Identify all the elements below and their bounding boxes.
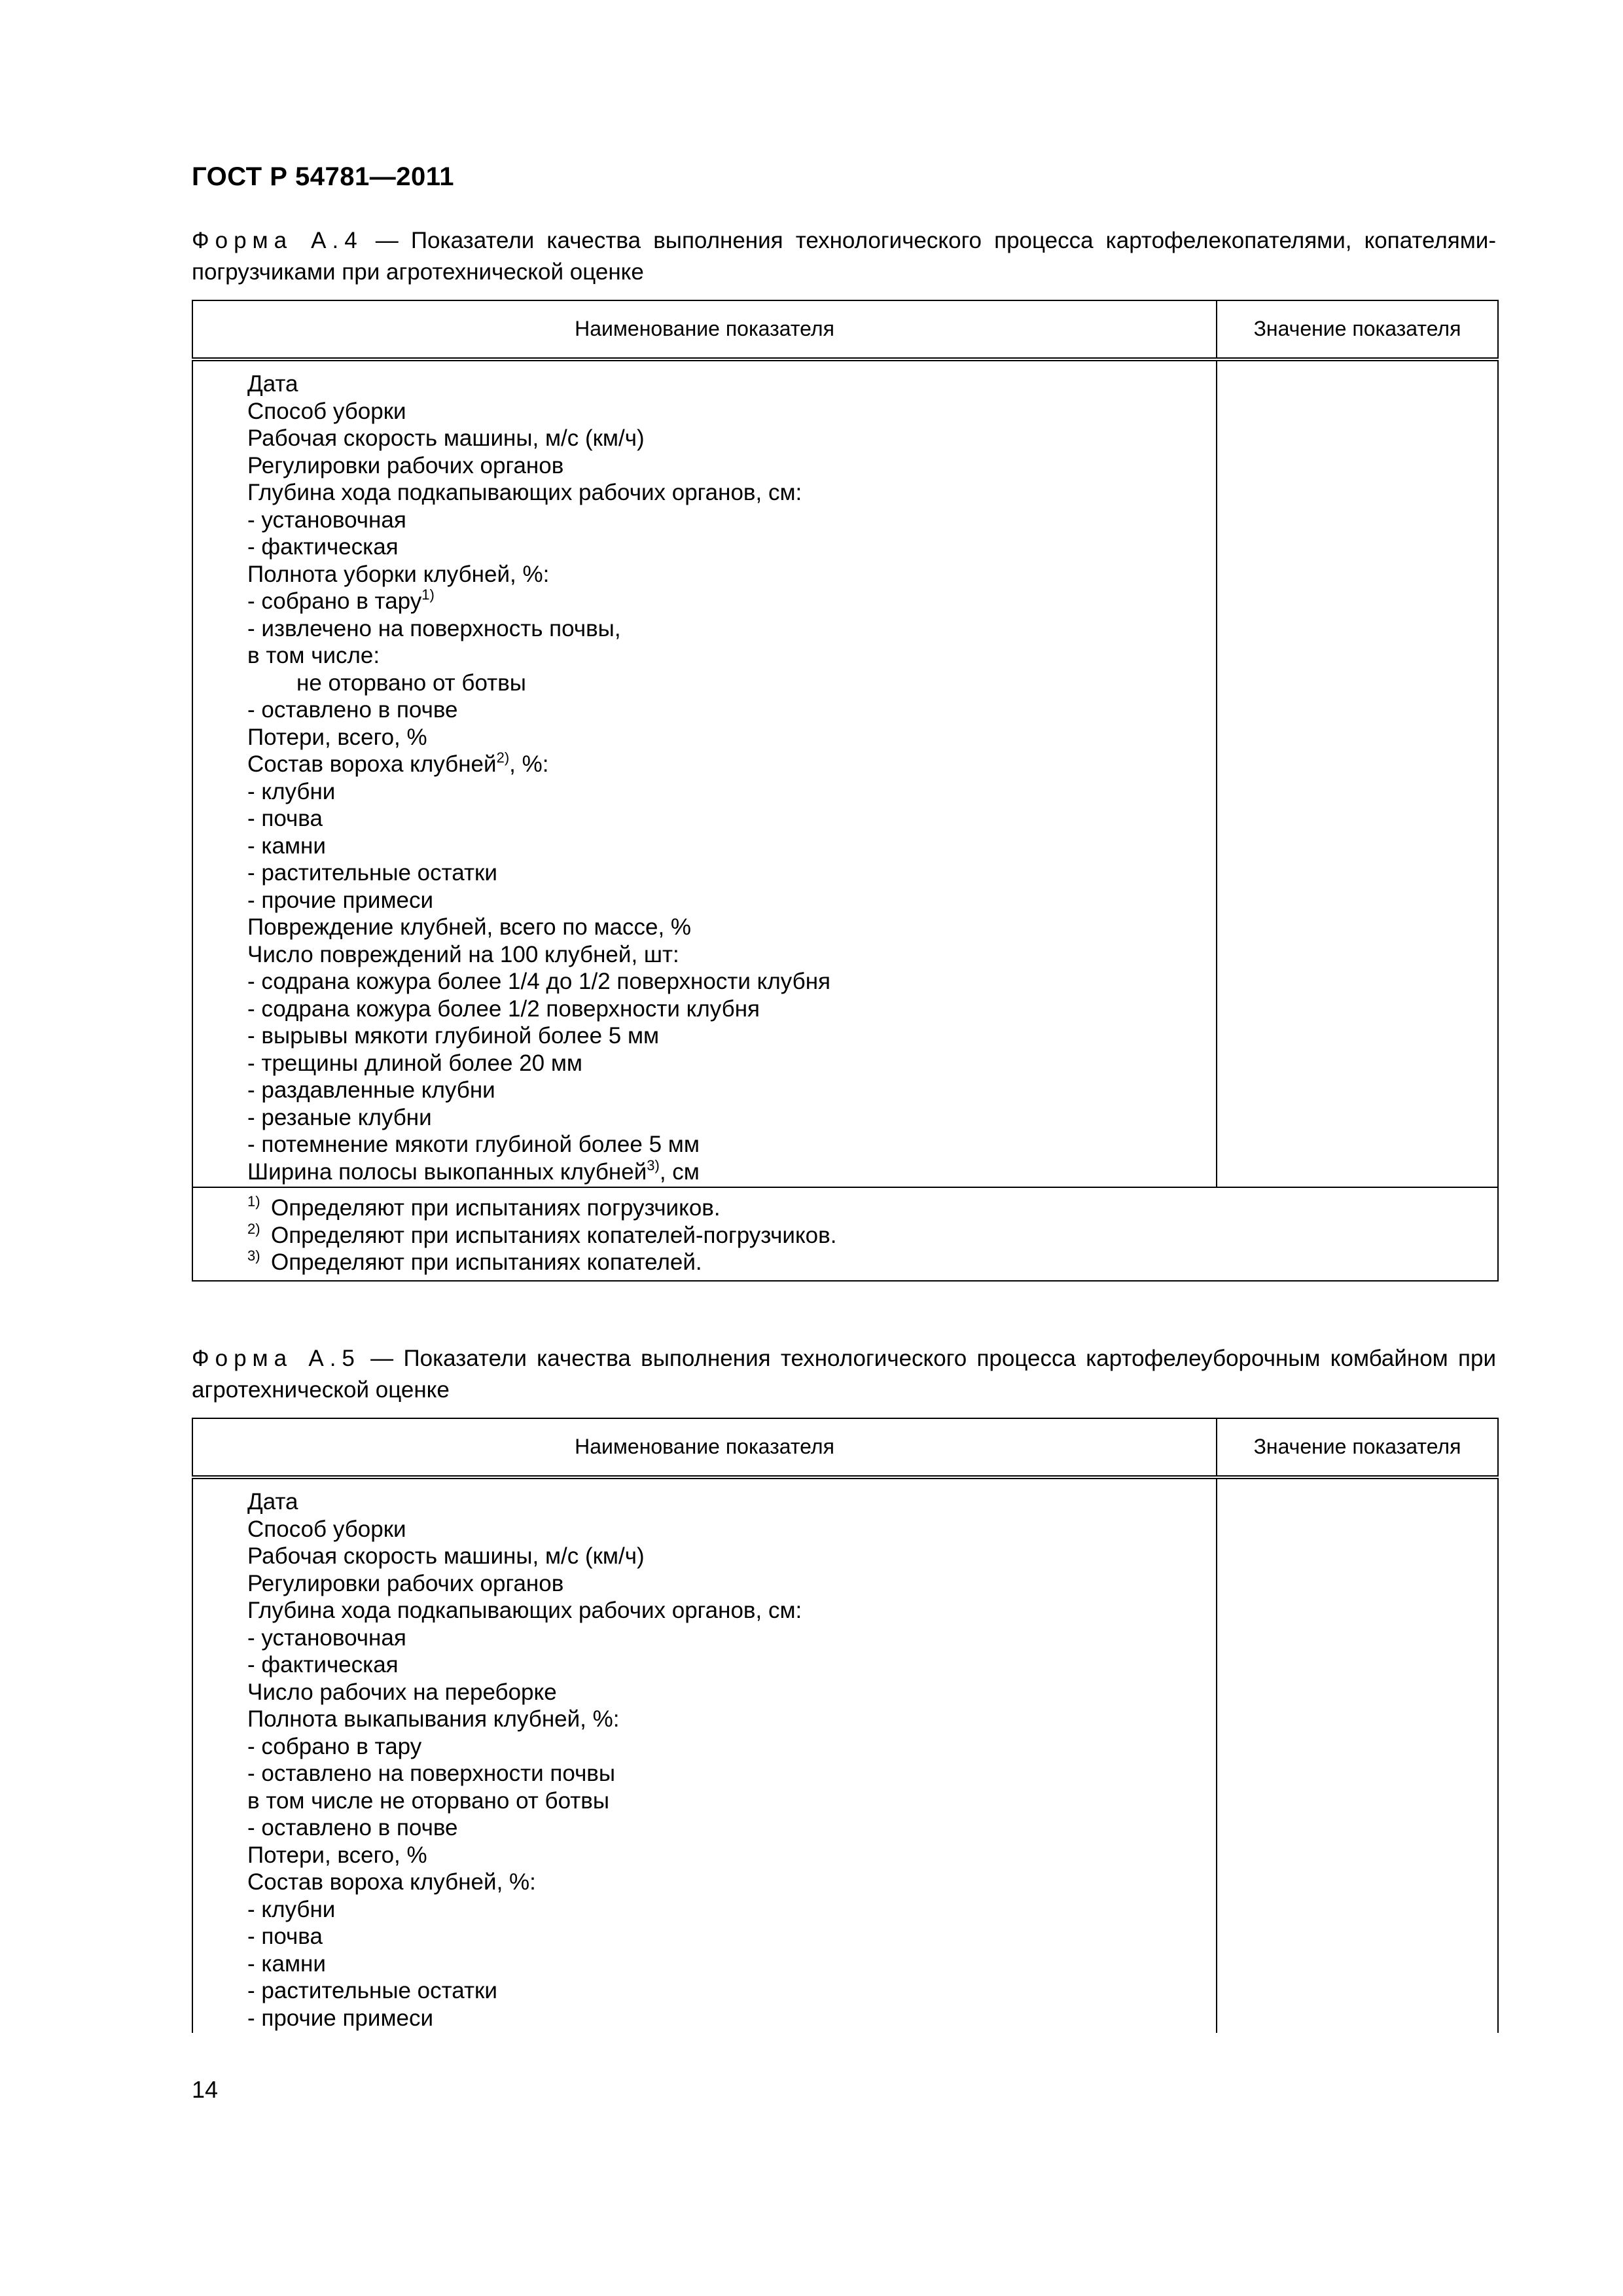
indicator-text: фактическая [261, 534, 399, 560]
indicator-text: Способ уборки [247, 398, 406, 424]
indicator-item [247, 778, 1216, 806]
indicator-item [247, 859, 1216, 887]
indicator-text: оставлено в почве [261, 697, 458, 723]
form-a4-footnotes [193, 1188, 1497, 1280]
indicator-text: клубни [261, 1896, 336, 1922]
indicator-text: Дата [247, 371, 298, 397]
indicator-text: установочная [261, 507, 406, 533]
indicator-item [247, 670, 1216, 697]
indicator-text: клубни [261, 778, 336, 804]
indicator-text: оставлено на поверхности почвы [261, 1761, 616, 1786]
indicator-text: Состав вороха клубней, %: [247, 1869, 536, 1895]
indicator-item [247, 425, 1216, 452]
indicator-item [247, 887, 1216, 914]
indicator-item [247, 724, 1216, 751]
indicator-unit: , см [659, 1158, 700, 1185]
indicator-text: собрано в тару [261, 1733, 422, 1759]
footnote-text: Определяют при испытаниях погрузчиков. [271, 1195, 721, 1221]
indicator-item [247, 1651, 1216, 1679]
indicator-text: Ширина полосы выкопанных клубней [247, 1158, 647, 1185]
indicator-item [247, 588, 1216, 615]
indicator-unit: , %: [509, 751, 549, 777]
indicator-text: содрана кожура более 1/2 поверхности клубня [261, 996, 760, 1022]
indicator-item [247, 1787, 1216, 1815]
form-a5-indicator-values[interactable] [1217, 1477, 1498, 2033]
indicator-text: собрано в тару [261, 588, 422, 614]
indicator-item [247, 696, 1216, 724]
footnote-text: Определяют при испытаниях копателей. [271, 1249, 702, 1275]
form-a5-indicators-row [192, 1477, 1498, 2033]
document-header: ГОСТ Р 54781—2011 [192, 162, 454, 191]
form-a4-caption-text: — Показатели качества выполнения технологического процесса картофелекопателями, копателями-погрузчиками при агротехнической оценке [192, 228, 1496, 285]
indicator-item [247, 1760, 1216, 1787]
form-a5-caption [192, 1343, 1496, 1406]
indicator-text: Способ уборки [247, 1516, 406, 1542]
indicator-item [247, 1624, 1216, 1652]
indicator-item [247, 914, 1216, 941]
indicator-item [247, 370, 1216, 398]
indicator-text: растительные остатки [261, 1978, 497, 2003]
indicator-item [247, 996, 1216, 1023]
indicator-item [247, 1814, 1216, 1842]
form-a4-indicator-names [192, 359, 1217, 1187]
indicator-item [247, 1597, 1216, 1624]
form-a5-caption-label: Форма А.5 [192, 1346, 361, 1371]
indicator-text: Полнота уборки клубней, %: [247, 561, 550, 587]
indicator-item [247, 751, 1216, 778]
indicator-item [247, 1679, 1216, 1706]
indicator-text: извлечено на поверхность почвы, [261, 615, 621, 641]
indicator-text: оставлено в почве [261, 1815, 458, 1840]
form-a5-indicator-names [192, 1477, 1217, 2033]
indicator-item [247, 833, 1216, 860]
indicator-text: Потери, всего, % [247, 1842, 427, 1868]
form-a5-col-value-header: Значение показателя [1217, 1418, 1498, 1477]
indicator-text: в том числе не оторвано от ботвы [247, 1787, 610, 1814]
indicator-text: в том числе: [247, 643, 380, 668]
form-a4-col-name-header: Наименование показателя [192, 300, 1217, 359]
indicator-text: Повреждение клубней, всего по массе, % [247, 914, 692, 940]
footnote: $^{2)}$ Определяют при испытаниях копателей-погрузчиков. [247, 1220, 837, 1248]
indicator-text: Рабочая скорость машины, м/с (км/ч) [247, 425, 645, 451]
indicator-item [247, 1950, 1216, 1978]
indicator-text: Состав вороха клубней [247, 751, 497, 777]
indicator-item [247, 1488, 1216, 1516]
indicator-text: резаные клубни [261, 1104, 432, 1130]
indicator-item [247, 1977, 1216, 2005]
indicator-text: содрана кожура более 1/4 до 1/2 поверхности клубня [261, 969, 830, 994]
indicator-text: камни [261, 833, 326, 859]
indicator-item [247, 1104, 1216, 1132]
indicator-text: Глубина хода подкапывающих рабочих органов, см: [247, 480, 802, 505]
indicator-item [247, 1022, 1216, 1050]
form-a4-indicators-row [192, 359, 1498, 1187]
indicator-item [247, 1842, 1216, 1869]
footnote-ref: 3) [647, 1157, 660, 1174]
form-a4-footnotes-cell [192, 1187, 1498, 1281]
indicator-text: Регулировки рабочих органов [247, 452, 564, 478]
indicator-text: почва [261, 806, 323, 831]
form-a4-col-value-header: Значение показателя [1217, 300, 1498, 359]
indicator-item [247, 941, 1216, 969]
indicator-item [247, 561, 1216, 588]
form-a4-footnotes-row [192, 1187, 1498, 1281]
indicator-item [247, 533, 1216, 561]
indicator-text: растительные остатки [261, 860, 497, 886]
indicator-item [247, 1869, 1216, 1896]
indicator-item [247, 1733, 1216, 1761]
indicator-item [247, 2005, 1216, 2032]
indicator-text: Регулировки рабочих органов [247, 1570, 564, 1596]
footnote-text: Определяют при испытаниях копателей-погрузчиков. [271, 1222, 837, 1248]
indicator-text: фактическая [261, 1652, 399, 1677]
indicator-text: почва [261, 1924, 323, 1949]
indicator-text: Дата [247, 1489, 298, 1515]
indicator-item [247, 1570, 1216, 1598]
indicator-item [247, 642, 1216, 670]
footnote-ref: 1) [421, 586, 435, 603]
indicator-text: камни [261, 1950, 326, 1977]
form-a4-indicator-values[interactable] [1217, 359, 1498, 1187]
indicator-item [247, 1543, 1216, 1570]
form-a4-table [192, 300, 1499, 1282]
indicator-item [247, 507, 1216, 534]
form-a5-table [192, 1418, 1499, 2033]
indicator-text: Рабочая скорость машины, м/с (км/ч) [247, 1543, 645, 1569]
footnote: $^{3)}$ Определяют при испытаниях копателей. [247, 1247, 702, 1275]
indicator-item [247, 1516, 1216, 1543]
indicator-text: не оторвано от ботвы [296, 670, 526, 696]
form-a5-indicator-list [193, 1479, 1216, 2033]
indicator-item [247, 1050, 1216, 1077]
indicator-text: Число повреждений на 100 клубней, шт: [247, 941, 679, 967]
indicator-item [247, 968, 1216, 996]
footnote: $^{1)}$ Определяют при испытаниях погрузчиков. [247, 1193, 721, 1221]
indicator-item [247, 1158, 1216, 1186]
indicator-text: установочная [261, 1624, 406, 1651]
indicator-text: потемнение мякоти глубиной более 5 мм [261, 1132, 700, 1157]
indicator-item [247, 479, 1216, 507]
indicator-item [247, 1896, 1216, 1924]
indicator-text: раздавленные клубни [261, 1077, 495, 1103]
form-a4-indicator-list [193, 361, 1216, 1187]
indicator-item [247, 1077, 1216, 1104]
indicator-text: прочие примеси [261, 887, 434, 913]
indicator-item [247, 615, 1216, 643]
indicator-item [247, 398, 1216, 425]
footnote-ref: 2) [496, 749, 510, 766]
indicator-text: трещины длиной более 20 мм [261, 1050, 582, 1076]
page-number: 14 [192, 2076, 219, 2103]
indicator-item [247, 452, 1216, 480]
indicator-text: Число рабочих на переборке [247, 1679, 557, 1705]
indicator-item [247, 1131, 1216, 1158]
form-a5-caption-text: — Показатели качества выполнения технологического процесса картофелеуборочным комбайном при агротехнической оценке [192, 1346, 1496, 1403]
indicator-text: вырывы мякоти глубиной более 5 мм [261, 1023, 660, 1049]
indicator-text: Глубина хода подкапывающих рабочих органов, см: [247, 1598, 802, 1623]
form-a4-caption-label: Форма А.4 [192, 228, 363, 253]
indicator-text: Полнота выкапывания клубней, %: [247, 1706, 620, 1732]
indicator-item [247, 1923, 1216, 1950]
indicator-text: Потери, всего, % [247, 724, 427, 750]
indicator-text: прочие примеси [261, 2005, 434, 2031]
indicator-item [247, 1706, 1216, 1733]
form-a5-col-name-header: Наименование показателя [192, 1418, 1217, 1477]
indicator-item [247, 805, 1216, 833]
form-a4-caption [192, 225, 1496, 288]
